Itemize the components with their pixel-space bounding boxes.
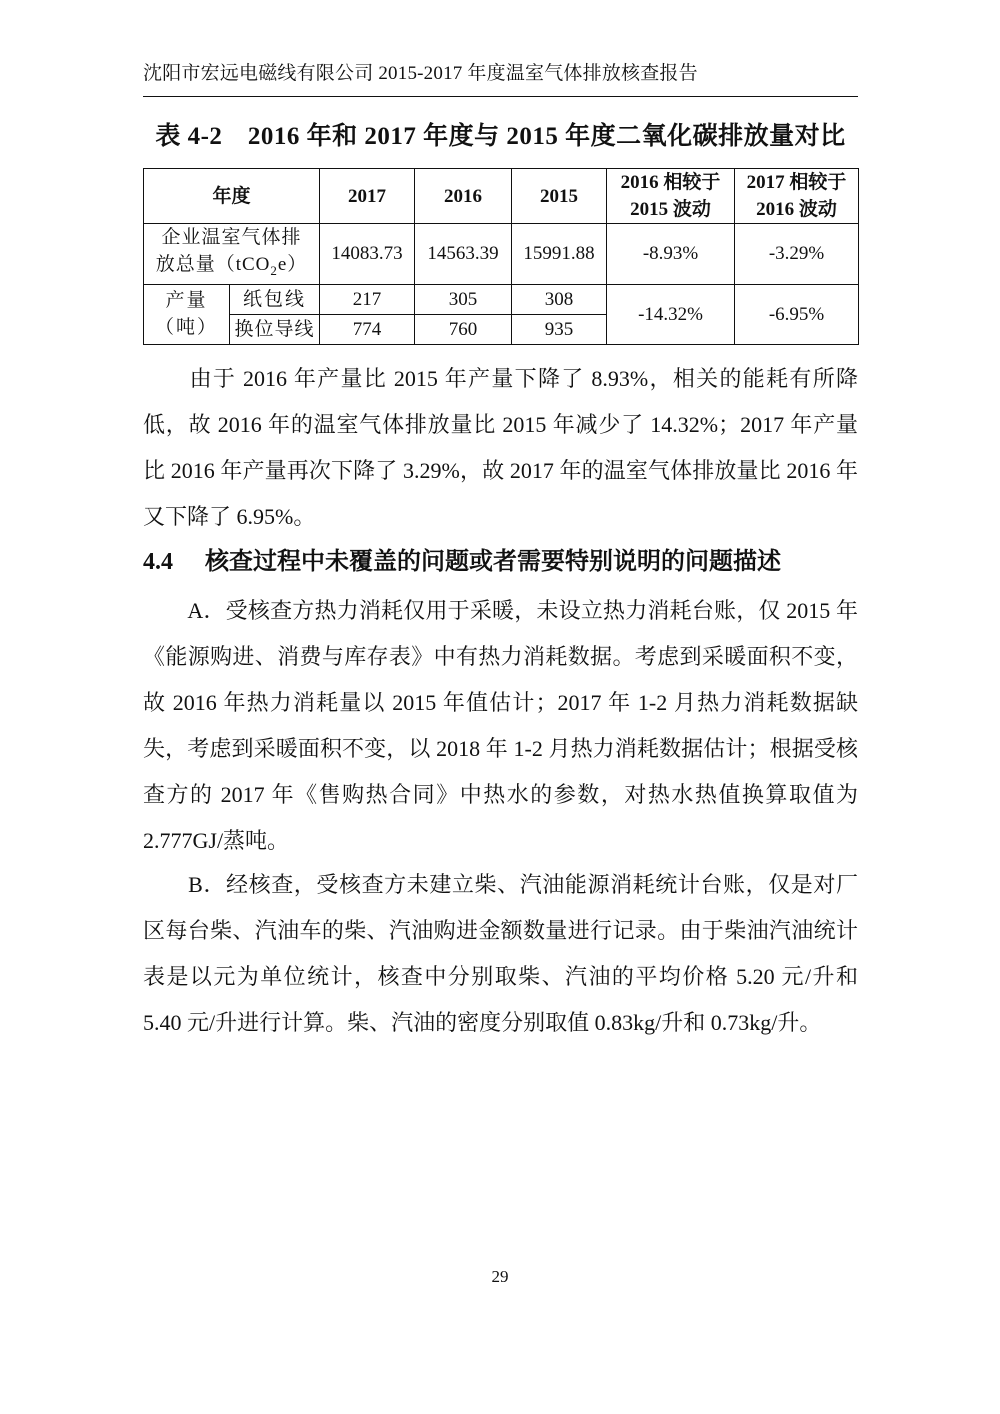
header-2017-vs-2016 xyxy=(735,169,859,224)
emission-label-line2 xyxy=(148,251,315,284)
table-row-paper-wire xyxy=(144,284,859,314)
emission-change-2017: -3.29% xyxy=(735,224,859,285)
paper-wire-2015: 308 xyxy=(512,284,607,314)
emission-comparison-table xyxy=(143,168,859,345)
header-2017-vs-2016-line1: 2017 相较于 xyxy=(746,172,847,193)
header-2016-vs-2015-line2: 2015 波动 xyxy=(630,199,711,220)
table-title: 表 4-2 2016 年和 2017 年度与 2015 年度二氧化碳排放量对比 xyxy=(155,123,846,150)
header-2017-vs-2016-line2: 2016 波动 xyxy=(756,199,837,220)
paragraph-b-fuel: B．经核查，受核查方未建立柴、汽油能源消耗统计台账，仅是对厂区每台柴、汽油车的柴、汽油购进金额数量进行记录。由于柴油汽油统计表是以元为单位统计，核查中分别取柴、汽油的平均价格 5.20 元/升和 5.40 元/升进行计算。柴、汽油的密度分别取值 0.83kg/升和 0.73kg/升。 xyxy=(143,872,858,1035)
emission-label-subscript: 2 xyxy=(270,262,278,278)
output-change-2016: -14.32% xyxy=(607,284,735,344)
emission-label-line1: 企业温室气体排 xyxy=(161,227,302,248)
emission-label-line2-pre: 放总量（tCO xyxy=(155,254,271,275)
header-2015: 2015 xyxy=(512,169,607,224)
paragraph-output-analysis: 由于 2016 年产量比 2015 年产量下降了 8.93%，相关的能耗有所降低，故 2016 年的温室气体排放量比 2015 年减少了 14.32%；2017 年产量比 2016 年产量再次下降了 3.29%，故 2017 年的温室气体排放量比 2016 年又下降了 6.95%。 xyxy=(143,366,858,529)
emission-label xyxy=(144,224,320,285)
output-change-2017: -6.95% xyxy=(735,284,859,344)
section-title: 核查过程中未覆盖的问题或者需要特别说明的问题描述 xyxy=(205,549,781,575)
header-2016: 2016 xyxy=(415,169,512,224)
header-2017: 2017 xyxy=(320,169,415,224)
paper-wire-2017: 217 xyxy=(320,284,415,314)
transposed-conductor-label: 换位导线 xyxy=(230,314,320,344)
transposed-conductor-2016: 760 xyxy=(415,314,512,344)
emission-2017: 14083.73 xyxy=(320,224,415,285)
emission-change-2016: -8.93% xyxy=(607,224,735,285)
running-header: 沈阳市宏远电磁线有限公司 2015-2017 年度温室气体排放核查报告 xyxy=(143,63,698,84)
emission-2015: 15991.88 xyxy=(512,224,607,285)
header-2016-vs-2015-line1: 2016 相较于 xyxy=(620,172,721,193)
header-rule xyxy=(143,96,858,97)
transposed-conductor-2015: 935 xyxy=(512,314,607,344)
paragraph-a-heat: A．受核查方热力消耗仅用于采暖，未设立热力消耗台账，仅 2015 年《能源购进、消费与库存表》中有热力消耗数据。考虑到采暖面积不变，故 2016 年热力消耗量以 2015 年值估计；2017 年 1-2 月热力消耗数据缺失，考虑到采暖面积不变，以 2018 年 1-2 月热力消耗数据估计；根据受核查方的 2017 年《售购热合同》中热水的参数，对热水热值换算取值为 2.777GJ/蒸吨。 xyxy=(143,598,858,853)
transposed-conductor-2017: 774 xyxy=(320,314,415,344)
paper-wire-2016: 305 xyxy=(415,284,512,314)
paper-wire-label: 纸包线 xyxy=(230,284,320,314)
table-row-emission xyxy=(144,224,859,285)
header-2016-vs-2015 xyxy=(607,169,735,224)
section-heading xyxy=(143,542,858,582)
table-header-row xyxy=(144,169,859,224)
page-number: 29 xyxy=(491,1267,509,1286)
section-number: 4.4 xyxy=(143,549,173,575)
emission-label-line2-post: e） xyxy=(277,254,308,275)
header-year: 年度 xyxy=(144,169,320,224)
output-label xyxy=(144,284,230,344)
output-label-line2: （吨） xyxy=(154,317,218,339)
output-label-line1: 产量 xyxy=(165,290,208,312)
emission-2016: 14563.39 xyxy=(415,224,512,285)
